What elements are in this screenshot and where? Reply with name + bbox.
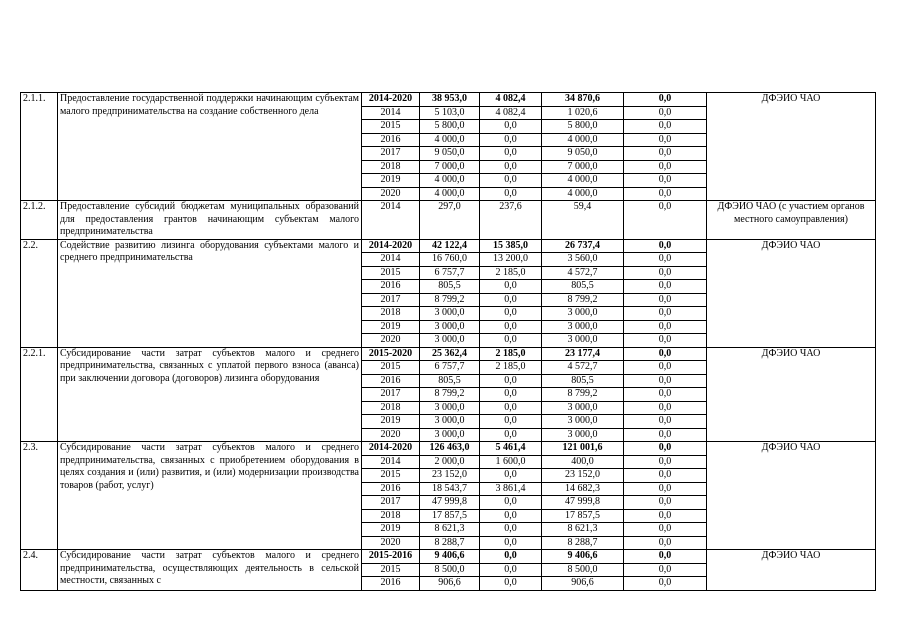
executor-cell: ДФЭИО ЧАО bbox=[707, 347, 876, 442]
other-amount-cell: 0,0 bbox=[624, 388, 707, 402]
total-amount-cell: 5 800,0 bbox=[420, 120, 480, 134]
total-amount-cell: 906,6 bbox=[420, 577, 480, 591]
total-amount-cell: 9 050,0 bbox=[420, 147, 480, 161]
federal-amount-cell: 2 185,0 bbox=[480, 361, 542, 375]
regional-amount-cell: 4 000,0 bbox=[542, 187, 624, 201]
regional-amount-cell: 805,5 bbox=[542, 374, 624, 388]
total-amount-cell: 4 000,0 bbox=[420, 187, 480, 201]
executor-cell: ДФЭИО ЧАО (с участием органов местного самоуправления) bbox=[707, 201, 876, 240]
item-code-cell: 2.3. bbox=[21, 442, 58, 550]
total-amount-cell: 8 799,2 bbox=[420, 388, 480, 402]
period-cell: 2020 bbox=[362, 536, 420, 550]
federal-amount-cell: 4 082,4 bbox=[480, 106, 542, 120]
total-amount-cell: 8 288,7 bbox=[420, 536, 480, 550]
federal-amount-cell: 0,0 bbox=[480, 469, 542, 483]
regional-amount-cell: 3 000,0 bbox=[542, 320, 624, 334]
period-cell: 2017 bbox=[362, 388, 420, 402]
table-row bbox=[21, 239, 876, 253]
item-name-cell: Субсидирование части затрат субъектов малого и среднего предпринимательства, осуществляющих деятельность в сельской местности, связанных с bbox=[58, 550, 362, 591]
other-amount-cell: 0,0 bbox=[624, 469, 707, 483]
other-amount-cell: 0,0 bbox=[624, 266, 707, 280]
period-cell: 2020 bbox=[362, 428, 420, 442]
executor-cell: ДФЭИО ЧАО bbox=[707, 442, 876, 550]
total-amount-cell: 38 953,0 bbox=[420, 93, 480, 107]
federal-amount-cell: 2 185,0 bbox=[480, 266, 542, 280]
federal-amount-cell: 3 861,4 bbox=[480, 482, 542, 496]
federal-amount-cell: 0,0 bbox=[480, 509, 542, 523]
total-amount-cell: 47 999,8 bbox=[420, 496, 480, 510]
total-amount-cell: 4 000,0 bbox=[420, 174, 480, 188]
regional-amount-cell: 9 406,6 bbox=[542, 550, 624, 564]
executor-cell: ДФЭИО ЧАО bbox=[707, 550, 876, 591]
total-amount-cell: 25 362,4 bbox=[420, 347, 480, 361]
total-amount-cell: 4 000,0 bbox=[420, 133, 480, 147]
total-amount-cell: 805,5 bbox=[420, 374, 480, 388]
federal-amount-cell: 0,0 bbox=[480, 428, 542, 442]
period-cell: 2015 bbox=[362, 361, 420, 375]
item-name-cell: Предоставление государственной поддержки начинающим субъектам малого предпринимательства на создание собственного дела bbox=[58, 93, 362, 201]
other-amount-cell: 0,0 bbox=[624, 307, 707, 321]
other-amount-cell: 0,0 bbox=[624, 428, 707, 442]
federal-amount-cell: 0,0 bbox=[480, 401, 542, 415]
other-amount-cell: 0,0 bbox=[624, 133, 707, 147]
total-amount-cell: 5 103,0 bbox=[420, 106, 480, 120]
period-cell: 2014-2020 bbox=[362, 442, 420, 456]
total-amount-cell: 805,5 bbox=[420, 280, 480, 294]
period-cell: 2014-2020 bbox=[362, 93, 420, 107]
other-amount-cell: 0,0 bbox=[624, 347, 707, 361]
period-cell: 2017 bbox=[362, 147, 420, 161]
regional-amount-cell: 906,6 bbox=[542, 577, 624, 591]
regional-amount-cell: 4 572,7 bbox=[542, 266, 624, 280]
item-code-cell: 2.1.2. bbox=[21, 201, 58, 240]
period-cell: 2015 bbox=[362, 266, 420, 280]
total-amount-cell: 6 757,7 bbox=[420, 361, 480, 375]
federal-amount-cell: 0,0 bbox=[480, 120, 542, 134]
other-amount-cell: 0,0 bbox=[624, 536, 707, 550]
regional-amount-cell: 3 000,0 bbox=[542, 415, 624, 429]
federal-amount-cell: 0,0 bbox=[480, 293, 542, 307]
federal-amount-cell: 0,0 bbox=[480, 334, 542, 348]
federal-amount-cell: 0,0 bbox=[480, 523, 542, 537]
period-cell: 2019 bbox=[362, 320, 420, 334]
other-amount-cell: 0,0 bbox=[624, 147, 707, 161]
period-cell: 2016 bbox=[362, 280, 420, 294]
other-amount-cell: 0,0 bbox=[624, 523, 707, 537]
total-amount-cell: 7 000,0 bbox=[420, 160, 480, 174]
table-row bbox=[21, 347, 876, 361]
period-cell: 2015 bbox=[362, 469, 420, 483]
regional-amount-cell: 8 621,3 bbox=[542, 523, 624, 537]
total-amount-cell: 16 760,0 bbox=[420, 253, 480, 267]
total-amount-cell: 3 000,0 bbox=[420, 428, 480, 442]
regional-amount-cell: 400,0 bbox=[542, 455, 624, 469]
regional-amount-cell: 3 000,0 bbox=[542, 401, 624, 415]
period-cell: 2014-2020 bbox=[362, 239, 420, 253]
period-cell: 2015-2020 bbox=[362, 347, 420, 361]
regional-amount-cell: 5 800,0 bbox=[542, 120, 624, 134]
total-amount-cell: 2 000,0 bbox=[420, 455, 480, 469]
other-amount-cell: 0,0 bbox=[624, 442, 707, 456]
regional-amount-cell: 14 682,3 bbox=[542, 482, 624, 496]
period-cell: 2018 bbox=[362, 307, 420, 321]
period-cell: 2014 bbox=[362, 106, 420, 120]
total-amount-cell: 8 799,2 bbox=[420, 293, 480, 307]
other-amount-cell: 0,0 bbox=[624, 550, 707, 564]
regional-amount-cell: 17 857,5 bbox=[542, 509, 624, 523]
period-cell: 2020 bbox=[362, 334, 420, 348]
table-body bbox=[21, 93, 876, 591]
federal-amount-cell: 0,0 bbox=[480, 160, 542, 174]
total-amount-cell: 42 122,4 bbox=[420, 239, 480, 253]
budget-table bbox=[20, 92, 876, 591]
period-cell: 2014 bbox=[362, 455, 420, 469]
regional-amount-cell: 7 000,0 bbox=[542, 160, 624, 174]
item-name-cell: Субсидирование части затрат субъектов малого и среднего предпринимательства, связанных с приобретением оборудования в целях создания и (или) развития, и (или) модернизации производства товаров (работ, услуг) bbox=[58, 442, 362, 550]
period-cell: 2016 bbox=[362, 133, 420, 147]
other-amount-cell: 0,0 bbox=[624, 239, 707, 253]
regional-amount-cell: 8 799,2 bbox=[542, 388, 624, 402]
item-code-cell: 2.4. bbox=[21, 550, 58, 591]
period-cell: 2018 bbox=[362, 401, 420, 415]
period-cell: 2015 bbox=[362, 563, 420, 577]
regional-amount-cell: 121 001,6 bbox=[542, 442, 624, 456]
total-amount-cell: 3 000,0 bbox=[420, 415, 480, 429]
other-amount-cell: 0,0 bbox=[624, 374, 707, 388]
federal-amount-cell: 4 082,4 bbox=[480, 93, 542, 107]
regional-amount-cell: 23 177,4 bbox=[542, 347, 624, 361]
regional-amount-cell: 26 737,4 bbox=[542, 239, 624, 253]
federal-amount-cell: 0,0 bbox=[480, 133, 542, 147]
other-amount-cell: 0,0 bbox=[624, 253, 707, 267]
federal-amount-cell: 0,0 bbox=[480, 280, 542, 294]
other-amount-cell: 0,0 bbox=[624, 455, 707, 469]
other-amount-cell: 0,0 bbox=[624, 334, 707, 348]
regional-amount-cell: 3 000,0 bbox=[542, 334, 624, 348]
other-amount-cell: 0,0 bbox=[624, 320, 707, 334]
other-amount-cell: 0,0 bbox=[624, 496, 707, 510]
period-cell: 2015-2016 bbox=[362, 550, 420, 564]
regional-amount-cell: 8 799,2 bbox=[542, 293, 624, 307]
period-cell: 2014 bbox=[362, 201, 420, 240]
other-amount-cell: 0,0 bbox=[624, 577, 707, 591]
total-amount-cell: 17 857,5 bbox=[420, 509, 480, 523]
federal-amount-cell: 0,0 bbox=[480, 563, 542, 577]
item-name-cell: Содействие развитию лизинга оборудования субъектами малого и среднего предпринимательства bbox=[58, 239, 362, 347]
federal-amount-cell: 0,0 bbox=[480, 187, 542, 201]
regional-amount-cell: 3 000,0 bbox=[542, 428, 624, 442]
other-amount-cell: 0,0 bbox=[624, 401, 707, 415]
period-cell: 2015 bbox=[362, 120, 420, 134]
regional-amount-cell: 4 000,0 bbox=[542, 174, 624, 188]
period-cell: 2020 bbox=[362, 187, 420, 201]
federal-amount-cell: 0,0 bbox=[480, 577, 542, 591]
federal-amount-cell: 0,0 bbox=[480, 496, 542, 510]
other-amount-cell: 0,0 bbox=[624, 509, 707, 523]
total-amount-cell: 6 757,7 bbox=[420, 266, 480, 280]
regional-amount-cell: 4 000,0 bbox=[542, 133, 624, 147]
regional-amount-cell: 59,4 bbox=[542, 201, 624, 240]
other-amount-cell: 0,0 bbox=[624, 293, 707, 307]
item-name-cell: Субсидирование части затрат субъектов малого и среднего предпринимательства, связанных с уплатой первого взноса (аванса) при заключении договора (договоров) лизинга оборудования bbox=[58, 347, 362, 442]
total-amount-cell: 3 000,0 bbox=[420, 320, 480, 334]
regional-amount-cell: 47 999,8 bbox=[542, 496, 624, 510]
table-row bbox=[21, 550, 876, 564]
regional-amount-cell: 9 050,0 bbox=[542, 147, 624, 161]
table-row bbox=[21, 442, 876, 456]
total-amount-cell: 3 000,0 bbox=[420, 307, 480, 321]
period-cell: 2019 bbox=[362, 415, 420, 429]
federal-amount-cell: 0,0 bbox=[480, 388, 542, 402]
table-row bbox=[21, 201, 876, 240]
other-amount-cell: 0,0 bbox=[624, 280, 707, 294]
total-amount-cell: 23 152,0 bbox=[420, 469, 480, 483]
federal-amount-cell: 0,0 bbox=[480, 415, 542, 429]
federal-amount-cell: 0,0 bbox=[480, 320, 542, 334]
federal-amount-cell: 0,0 bbox=[480, 374, 542, 388]
total-amount-cell: 8 621,3 bbox=[420, 523, 480, 537]
regional-amount-cell: 8 288,7 bbox=[542, 536, 624, 550]
period-cell: 2018 bbox=[362, 509, 420, 523]
federal-amount-cell: 0,0 bbox=[480, 147, 542, 161]
other-amount-cell: 0,0 bbox=[624, 563, 707, 577]
item-code-cell: 2.2. bbox=[21, 239, 58, 347]
regional-amount-cell: 3 560,0 bbox=[542, 253, 624, 267]
table-row bbox=[21, 93, 876, 107]
federal-amount-cell: 2 185,0 bbox=[480, 347, 542, 361]
total-amount-cell: 9 406,6 bbox=[420, 550, 480, 564]
other-amount-cell: 0,0 bbox=[624, 106, 707, 120]
executor-cell: ДФЭИО ЧАО bbox=[707, 93, 876, 201]
total-amount-cell: 126 463,0 bbox=[420, 442, 480, 456]
item-code-cell: 2.2.1. bbox=[21, 347, 58, 442]
regional-amount-cell: 34 870,6 bbox=[542, 93, 624, 107]
period-cell: 2019 bbox=[362, 523, 420, 537]
federal-amount-cell: 5 461,4 bbox=[480, 442, 542, 456]
other-amount-cell: 0,0 bbox=[624, 201, 707, 240]
regional-amount-cell: 805,5 bbox=[542, 280, 624, 294]
total-amount-cell: 3 000,0 bbox=[420, 401, 480, 415]
period-cell: 2016 bbox=[362, 374, 420, 388]
regional-amount-cell: 23 152,0 bbox=[542, 469, 624, 483]
regional-amount-cell: 1 020,6 bbox=[542, 106, 624, 120]
item-code-cell: 2.1.1. bbox=[21, 93, 58, 201]
other-amount-cell: 0,0 bbox=[624, 361, 707, 375]
federal-amount-cell: 0,0 bbox=[480, 550, 542, 564]
period-cell: 2014 bbox=[362, 253, 420, 267]
total-amount-cell: 3 000,0 bbox=[420, 334, 480, 348]
period-cell: 2017 bbox=[362, 293, 420, 307]
other-amount-cell: 0,0 bbox=[624, 174, 707, 188]
other-amount-cell: 0,0 bbox=[624, 160, 707, 174]
other-amount-cell: 0,0 bbox=[624, 187, 707, 201]
period-cell: 2018 bbox=[362, 160, 420, 174]
federal-amount-cell: 1 600,0 bbox=[480, 455, 542, 469]
federal-amount-cell: 0,0 bbox=[480, 307, 542, 321]
other-amount-cell: 0,0 bbox=[624, 120, 707, 134]
period-cell: 2016 bbox=[362, 577, 420, 591]
regional-amount-cell: 3 000,0 bbox=[542, 307, 624, 321]
other-amount-cell: 0,0 bbox=[624, 482, 707, 496]
item-name-cell: Предоставление субсидий бюджетам муниципальных образований для предоставления грантов начинающим субъектам малого предпринимательства bbox=[58, 201, 362, 240]
period-cell: 2016 bbox=[362, 482, 420, 496]
executor-cell: ДФЭИО ЧАО bbox=[707, 239, 876, 347]
other-amount-cell: 0,0 bbox=[624, 415, 707, 429]
period-cell: 2017 bbox=[362, 496, 420, 510]
total-amount-cell: 297,0 bbox=[420, 201, 480, 240]
other-amount-cell: 0,0 bbox=[624, 93, 707, 107]
federal-amount-cell: 0,0 bbox=[480, 174, 542, 188]
total-amount-cell: 18 543,7 bbox=[420, 482, 480, 496]
total-amount-cell: 8 500,0 bbox=[420, 563, 480, 577]
regional-amount-cell: 8 500,0 bbox=[542, 563, 624, 577]
federal-amount-cell: 15 385,0 bbox=[480, 239, 542, 253]
federal-amount-cell: 237,6 bbox=[480, 201, 542, 240]
federal-amount-cell: 0,0 bbox=[480, 536, 542, 550]
period-cell: 2019 bbox=[362, 174, 420, 188]
federal-amount-cell: 13 200,0 bbox=[480, 253, 542, 267]
regional-amount-cell: 4 572,7 bbox=[542, 361, 624, 375]
